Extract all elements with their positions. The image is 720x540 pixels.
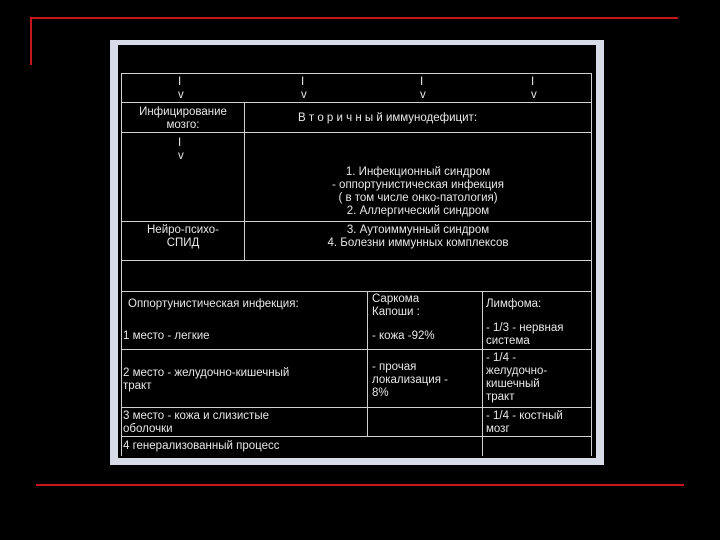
- row1-left: 1 место - легкие: [123, 330, 210, 342]
- lymphoma-header: Лимфома:: [486, 298, 542, 310]
- slide-frame: [110, 40, 604, 465]
- arrow-1: I v: [178, 76, 184, 101]
- row2-right: - 1/4 - желудочно- кишечный тракт: [486, 352, 548, 403]
- bottom-red-line: [36, 484, 684, 486]
- row3-right: - 1/4 - костный мозг: [486, 410, 563, 435]
- row3-left: 3 место - кожа и слизистые оболочки: [123, 410, 269, 435]
- row2-mid: - прочая локализация - 8%: [372, 361, 448, 399]
- arrow-3: I v: [420, 76, 426, 101]
- top-red-line: [30, 17, 678, 19]
- row1-right: - 1/3 - нервная система: [486, 322, 564, 347]
- infection-brain-label: Инфицирование мозго:: [139, 106, 227, 131]
- arrow-2: I v: [301, 76, 307, 101]
- left-red-line: [30, 17, 32, 65]
- secondary-immunodeficiency-label: В т о р и ч н ы й иммунодефицит:: [298, 112, 478, 124]
- kaposi-header: Саркома Капоши :: [372, 293, 420, 318]
- neuro-aids-label: Нейро-психо- СПИД: [147, 224, 219, 249]
- syndromes-list-2: 3. Аутоиммунный синдром 4. Болезни иммунных комплексов: [327, 224, 509, 249]
- opportunistic-header: Оппортунистическая инфекция:: [128, 298, 299, 310]
- syndromes-list: 1. Инфекционный синдром - оппортунистическая инфекция ( в том числе онко-патология) 2. Аллергический синдром: [332, 166, 504, 217]
- left-arrow: I v: [178, 137, 184, 162]
- row4-left: 4 генерализованный процесс: [123, 440, 280, 452]
- row2-left: 2 место - желудочно-кишечный тракт: [123, 367, 290, 392]
- row1-mid: - кожа -92%: [372, 330, 435, 342]
- arrow-4: I v: [531, 76, 537, 101]
- slide-table: [118, 45, 596, 458]
